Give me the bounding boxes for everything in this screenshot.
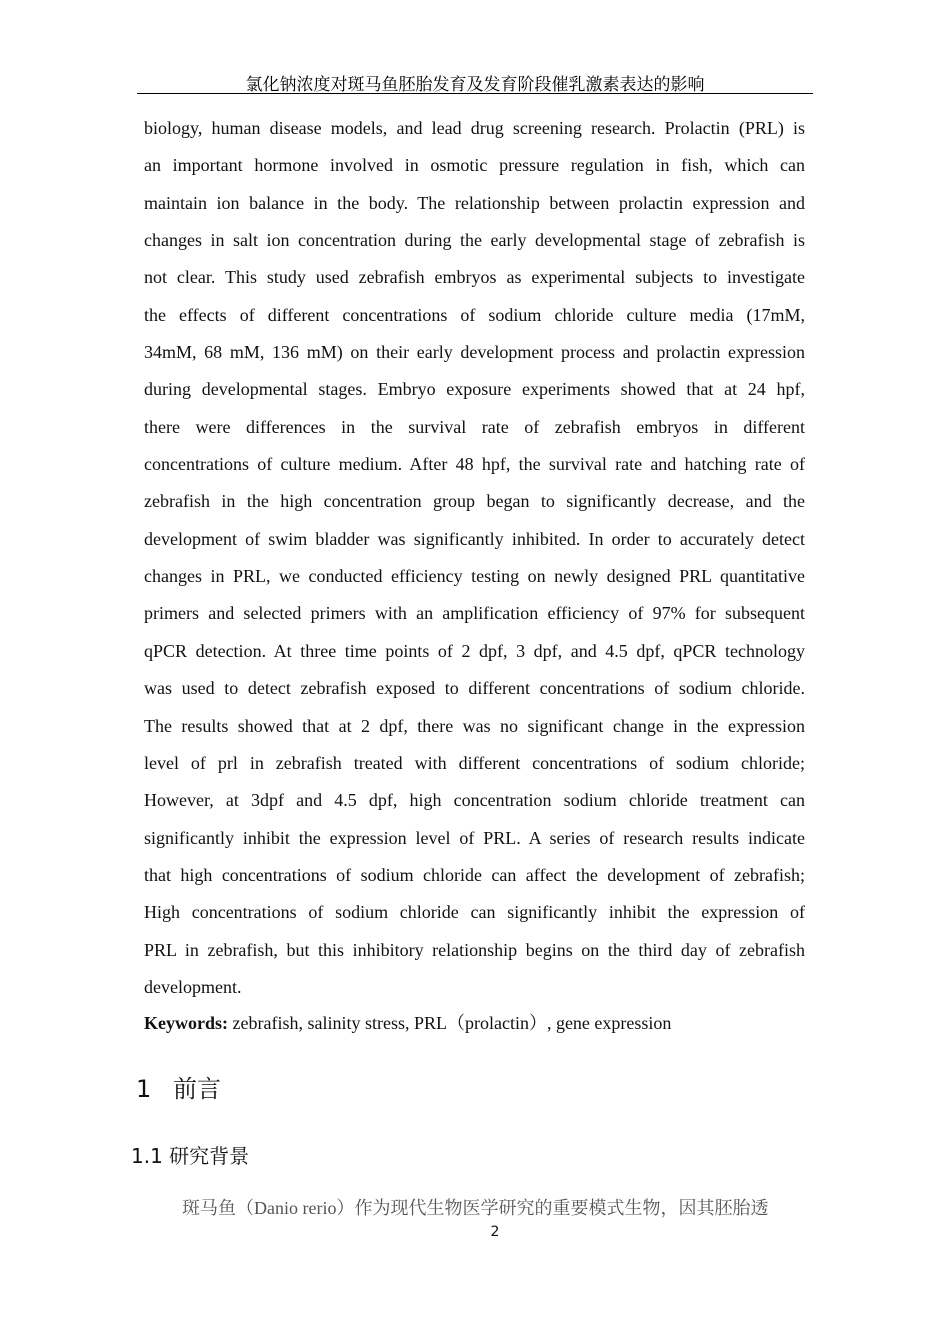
- abstract-line: not clear. This study used zebrafish embryos as experimental subjects to investigate: [144, 267, 805, 288]
- keywords-text: zebrafish, salinity stress, PRL（prolactin）, gene expression: [228, 1013, 672, 1033]
- abstract-line: concentrations of culture medium. After 48 hpf, the survival rate and hatching rate of: [144, 454, 805, 475]
- keywords-line: [144, 1011, 671, 1035]
- abstract-line: However, at 3dpf and 4.5 dpf, high concentration sodium chloride treatment can: [144, 790, 805, 811]
- section-title: 前言: [173, 1075, 221, 1103]
- abstract-line: significantly inhibit the expression level of PRL. A series of research results indicate: [144, 827, 805, 848]
- abstract-line: maintain ion balance in the body. The relationship between prolactin expression and: [144, 192, 805, 213]
- abstract-line: The results showed that at 2 dpf, there was no significant change in the expression: [144, 715, 805, 736]
- abstract-line: PRL in zebrafish, but this inhibitory relationship begins on the third day of zebrafish: [144, 939, 805, 960]
- abstract-line: primers and selected primers with an amplification efficiency of 97% for subsequent: [144, 603, 805, 624]
- abstract-line: during developmental stages. Embryo exposure experiments showed that at 24 hpf,: [144, 379, 805, 400]
- abstract-line: zebrafish in the high concentration group began to significantly decrease, and the: [144, 491, 805, 512]
- abstract-line: development.: [144, 976, 242, 997]
- abstract-line: biology, human disease models, and lead drug screening research. Prolactin (PRL) is: [144, 118, 805, 138]
- body-paragraph: 斑马鱼（Danio rerio）作为现代生物医学研究的重要模式生物，因其胚胎透: [182, 1198, 769, 1218]
- keywords-label: Keywords:: [144, 1013, 228, 1033]
- running-header: 氯化钠浓度对斑马鱼胚胎发育及发育阶段催乳激素表达的影响: [245, 75, 705, 95]
- abstract-body: [144, 116, 805, 1012]
- abstract-line: development of swim bladder was significantly inhibited. In order to accurately detect: [144, 528, 805, 549]
- abstract-line: 34mM, 68 mM, 136 mM) on their early development process and prolactin expression: [144, 342, 805, 363]
- abstract-line: qPCR detection. At three time points of 2 dpf, 3 dpf, and 4.5 dpf, qPCR technology: [144, 640, 805, 661]
- abstract-line: was used to detect zebrafish exposed to different concentrations of sodium chloride.: [144, 678, 805, 699]
- subsection-heading: 1.1 研究背景: [131, 1144, 250, 1168]
- header-rule: [137, 93, 813, 94]
- section-number: 1: [136, 1075, 152, 1103]
- abstract-line: there were differences in the survival rate of zebrafish embryos in different: [144, 416, 805, 437]
- section-heading: [136, 1069, 221, 1104]
- abstract-line: an important hormone involved in osmotic pressure regulation in fish, which can: [144, 155, 805, 176]
- abstract-line: level of prl in zebrafish treated with different concentrations of sodium chloride;: [144, 752, 805, 773]
- abstract-line: High concentrations of sodium chloride can significantly inhibit the expression of: [144, 902, 805, 923]
- page-number: 2: [490, 1224, 500, 1240]
- abstract-line: changes in PRL, we conducted efficiency testing on newly designed PRL quantitative: [144, 566, 805, 587]
- abstract-line: the effects of different concentrations of sodium chloride culture media (17mM,: [144, 304, 805, 325]
- abstract-line: changes in salt ion concentration during the early developmental stage of zebrafish is: [144, 230, 805, 251]
- abstract-line: that high concentrations of sodium chloride can affect the development of zebrafish;: [144, 864, 805, 885]
